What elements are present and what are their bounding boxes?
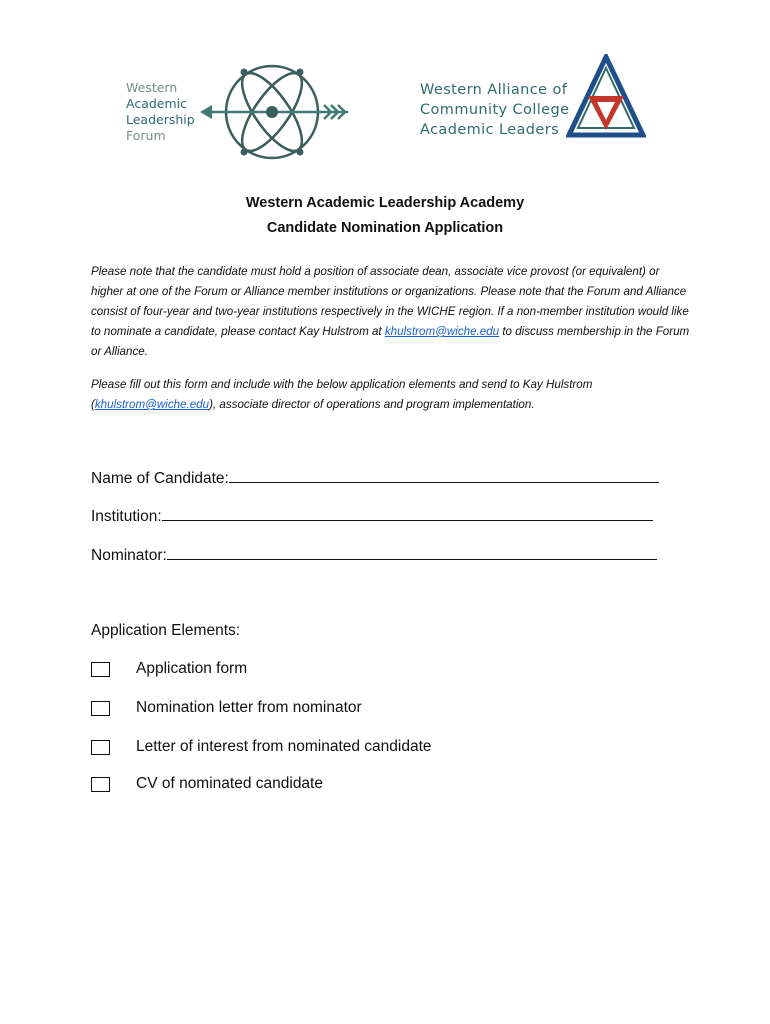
field-label: Nominator:: [91, 547, 167, 564]
note-text: ), associate director of operations and program implementation.: [209, 398, 535, 411]
walf-logo-line: Leadership: [126, 112, 195, 127]
checkbox[interactable]: [91, 777, 110, 792]
elements-heading: Application Elements:: [91, 622, 241, 639]
walf-logo-line: Forum: [126, 128, 166, 143]
email-link[interactable]: khulstrom@wiche.edu: [94, 398, 210, 411]
walf-logo-line: Western: [126, 80, 178, 95]
wacc-triangle-icon: [566, 54, 646, 138]
field-label: Institution:: [91, 508, 162, 525]
email-link[interactable]: khulstrom@wiche.edu: [384, 325, 500, 338]
field-label: Name of Candidate:: [91, 470, 229, 487]
checkbox[interactable]: [91, 662, 110, 677]
institution-field: [91, 506, 653, 526]
eligibility-note: [91, 262, 691, 362]
checklist-label: CV of nominated candidate: [136, 775, 323, 792]
nominator-line[interactable]: [167, 545, 657, 560]
walf-logo-line: Academic: [126, 96, 188, 111]
wacc-logo-text: [420, 80, 569, 140]
note-text: Please note that the candidate must hold a position of associate dean, associate vice provost (or equivalent) or higher at one of the Forum or Alliance member institutions or organizations. Please note that the Forum and Alliance consist of four-year and two-year institutions respectively in the WICHE region. If a non-member institution would like to nominate a candidate, please contact Kay Hulstrom at: [91, 265, 689, 338]
checkbox[interactable]: [91, 701, 110, 716]
institution-line[interactable]: [162, 506, 653, 521]
checklist-label: Letter of interest from nominated candidate: [136, 738, 432, 755]
nominator-field: [91, 545, 657, 565]
document-subtitle: Candidate Nomination Application: [266, 220, 504, 236]
wacc-logo-line: Western Alliance of: [420, 82, 568, 98]
submission-note: [91, 375, 691, 415]
checkbox[interactable]: [91, 740, 110, 755]
candidate-name-line[interactable]: [229, 468, 659, 483]
note-text: Please fill out this form and include with the below application elements and send to Kay Hulstrom (: [91, 378, 593, 411]
checklist-label: Nomination letter from nominator: [136, 699, 362, 716]
walf-logo-text: [126, 80, 195, 144]
wacc-logo-line: Community College: [420, 102, 570, 118]
document-title: Western Academic Leadership Academy: [245, 195, 525, 211]
wacc-logo-line: Academic Leaders: [420, 122, 560, 138]
walf-atom-arrow-icon: [198, 63, 348, 163]
checklist-label: Application form: [136, 660, 248, 677]
candidate-name-field: [91, 468, 659, 488]
note-text: to discuss membership in the Forum or Alliance.: [91, 325, 690, 358]
